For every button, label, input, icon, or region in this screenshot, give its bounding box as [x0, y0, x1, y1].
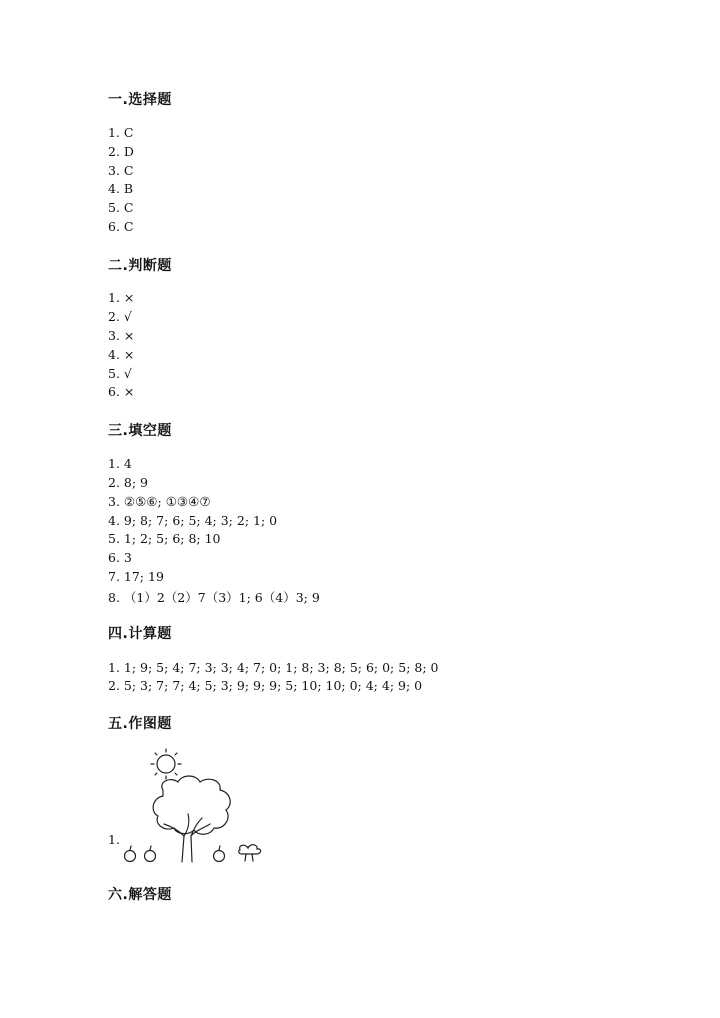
- answer-line: 6. C: [108, 219, 134, 234]
- sun-icon: [151, 749, 181, 779]
- section-heading-judgment: 二.判断题: [108, 258, 172, 274]
- answer-line: 4. 9; 8; 7; 6; 5; 4; 3; 2; 1; 0: [108, 513, 278, 528]
- answer-line: 5. √: [108, 366, 132, 381]
- answer-line: 3. ②⑤⑥; ①③④⑦: [108, 494, 211, 509]
- tree-canopy-icon: [153, 776, 230, 834]
- tree-trunk-icon: [164, 814, 210, 862]
- section-heading-calculation: 四.计算题: [108, 626, 172, 642]
- apple-icon: [125, 846, 225, 862]
- answer-line: 7. 17; 19: [108, 569, 164, 584]
- answer-line: 2. 8; 9: [108, 475, 148, 490]
- answer-line: 2. √: [108, 309, 132, 324]
- answer-line: 3. ×: [108, 328, 135, 343]
- answer-line: 5. 1; 2; 5; 6; 8; 10: [108, 531, 221, 546]
- section-heading-solution: 六.解答题: [108, 887, 172, 903]
- answer-line: 2. 5; 3; 7; 7; 4; 5; 3; 9; 9; 9; 5; 10; 10; 0; 4; 4; 9; 0: [108, 678, 423, 693]
- section-heading-drawing: 五.作图题: [108, 716, 172, 732]
- answer-line: 1. C: [108, 125, 134, 140]
- answer-line: 3. C: [108, 163, 134, 178]
- answer-line: 1.: [108, 832, 120, 847]
- answer-line: 6. 3: [108, 550, 132, 565]
- answer-line: 4. B: [108, 181, 134, 196]
- tree-sun-apples-drawing-icon: [118, 744, 268, 866]
- answer-line: 6. ×: [108, 384, 135, 399]
- answer-line: 4. ×: [108, 347, 135, 362]
- section-heading-choice: 一.选择题: [108, 92, 172, 108]
- answer-line: 1. 4: [108, 456, 132, 471]
- answer-line: 1. 1; 9; 5; 4; 7; 3; 3; 4; 7; 0; 1; 8; 3; 8; 5; 6; 0; 5; 8; 0: [108, 660, 439, 675]
- section-heading-fill-blank: 三.填空题: [108, 423, 172, 439]
- answer-line: 2. D: [108, 144, 134, 159]
- small-tree-icon: [239, 845, 261, 861]
- answer-line: 1. ×: [108, 290, 135, 305]
- answer-line: 8. （1）2（2）7（3）1; 6（4）3; 9: [108, 590, 320, 605]
- answer-line: 5. C: [108, 200, 134, 215]
